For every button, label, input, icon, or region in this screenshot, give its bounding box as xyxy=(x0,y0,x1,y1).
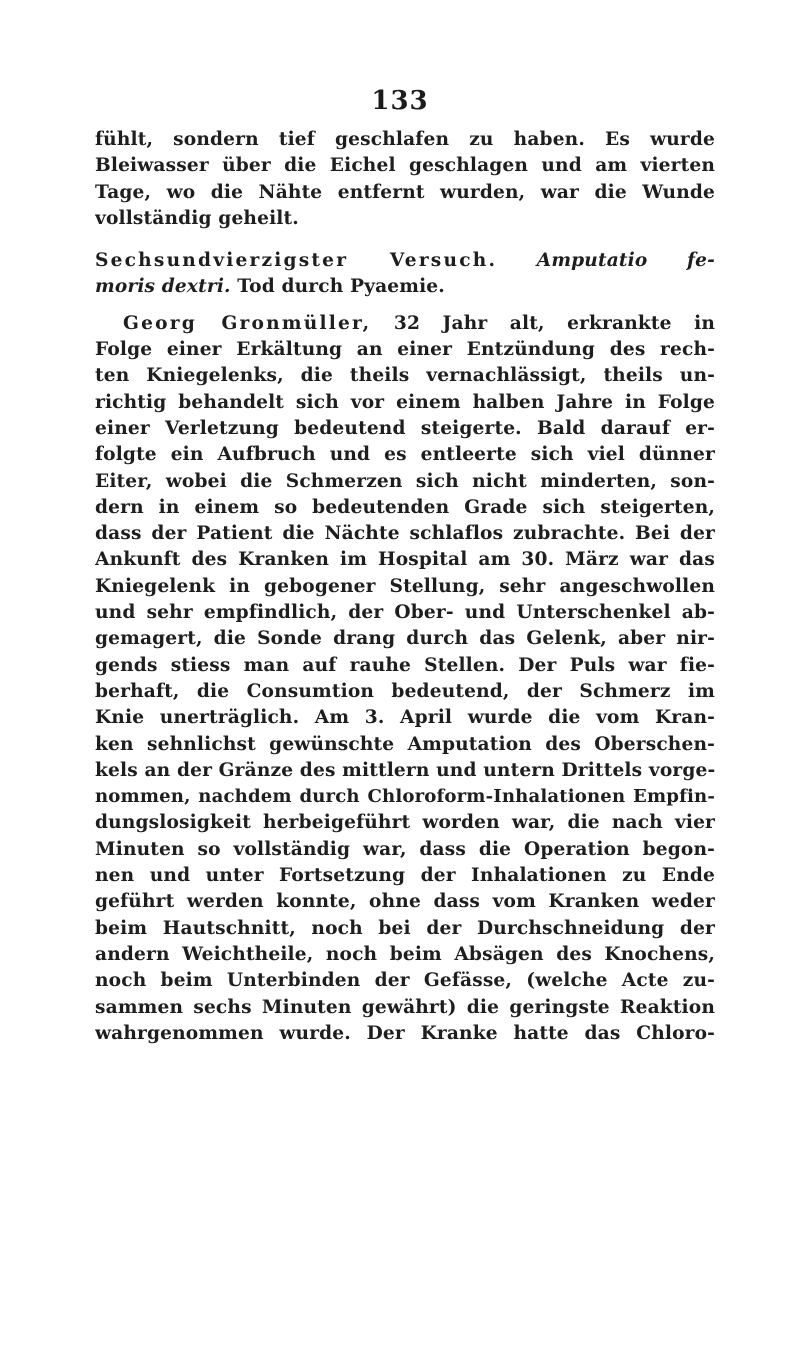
text-line: einer Verletzung bedeutend steigerte. Bald darauf er- xyxy=(95,417,715,439)
text-fragment: 32 Jahr alt, erkrankte in xyxy=(393,312,715,334)
text-line: noch beim Unterbinden der Gefässe, (welche Acte zu- xyxy=(95,970,715,992)
text-line: andern Weichtheile, noch beim Absägen des Knochens, xyxy=(95,943,715,965)
text-line: Tage, wo die Nähte entfernt wurden, war die Wunde xyxy=(95,181,715,203)
heading-subtitle: Tod durch Pyaemie. xyxy=(237,276,445,298)
text-line: gends stiess man auf rauhe Stellen. Der Puls war fie- xyxy=(95,654,715,676)
text-line: wahrgenommen wurde. Der Kranke hatte das Chloro- xyxy=(95,1022,715,1044)
text-line: Ankunft des Kranken im Hospital am 30. März war das xyxy=(95,549,715,571)
paragraph-gap xyxy=(95,301,715,311)
text-line: nommen, nachdem durch Chloroform-Inhalationen Empfin- xyxy=(95,786,715,808)
text-line: richtig behandelt sich vor einem halben Jahre in Folge xyxy=(95,391,715,413)
text-line: ken sehnlichst gewünschte Amputation des Oberschen- xyxy=(95,733,715,755)
text-line: Folge einer Erkältung an einer Entzündung des rech- xyxy=(95,339,715,361)
text-line: geführt werden konnte, ohne dass vom Kranken weder xyxy=(95,891,715,913)
text-line: und sehr empfindlich, der Ober- und Unterschenkel ab- xyxy=(95,602,715,624)
text-line xyxy=(95,311,715,337)
text-line: fühlt, sondern tief geschlafen zu haben. Es wurde xyxy=(95,129,715,150)
latin-title-cont: moris dextri. xyxy=(95,276,231,298)
text-line: beim Hautschnitt, noch bei der Durchschneidung der xyxy=(95,917,715,939)
text-line: Kniegelenk in gebogener Stellung, sehr angeschwollen xyxy=(95,575,715,597)
text-line: dern in einem so bedeutenden Grade sich steigerten, xyxy=(95,496,715,518)
text-line: folgte ein Aufbruch und es entleerte sich viel dünner xyxy=(95,444,715,466)
experiment-label: Sechsundvierzigster Versuch. xyxy=(95,250,498,272)
text-line: Knie unerträglich. Am 3. April wurde die vom Kran- xyxy=(95,707,715,729)
paragraph-gap xyxy=(95,232,715,248)
text-line: gemagert, die Sonde drang durch das Gelenk, aber nir- xyxy=(95,628,715,650)
text-line: Bleiwasser über die Eichel geschlagen und am vierten xyxy=(95,155,715,177)
section-heading xyxy=(95,248,715,274)
text-line: kels an der Gränze des mittlern und untern Drittels vorge- xyxy=(95,759,715,781)
text-line: dass der Patient die Nächte schlaflos zubrachte. Bei der xyxy=(95,523,715,545)
text-line: ten Kniegelenks, die theils vernachlässigt, theils un- xyxy=(95,365,715,387)
section-heading-cont xyxy=(95,274,715,300)
text-line: Eiter, wobei die Schmerzen sich nicht minderten, son- xyxy=(95,470,715,492)
text-line: nen und unter Fortsetzung der Inhalationen zu Ende xyxy=(95,865,715,887)
patient-name: Georg Gronmüller, xyxy=(123,312,372,334)
page-number: 133 xyxy=(371,86,429,116)
latin-title: Amputatio fe- xyxy=(536,250,715,272)
text-line: vollständig geheilt. xyxy=(95,207,299,229)
body-text xyxy=(95,127,715,1047)
text-line: Minuten so vollständig war, dass die Operation begon- xyxy=(95,838,715,860)
text-line: dungslosigkeit herbeigeführt worden war, die nach vier xyxy=(95,812,715,834)
text-line: berhaft, die Consumtion bedeutend, der Schmerz im xyxy=(95,680,715,702)
text-line: sammen sechs Minuten gewährt) die geringste Reaktion xyxy=(95,996,715,1018)
